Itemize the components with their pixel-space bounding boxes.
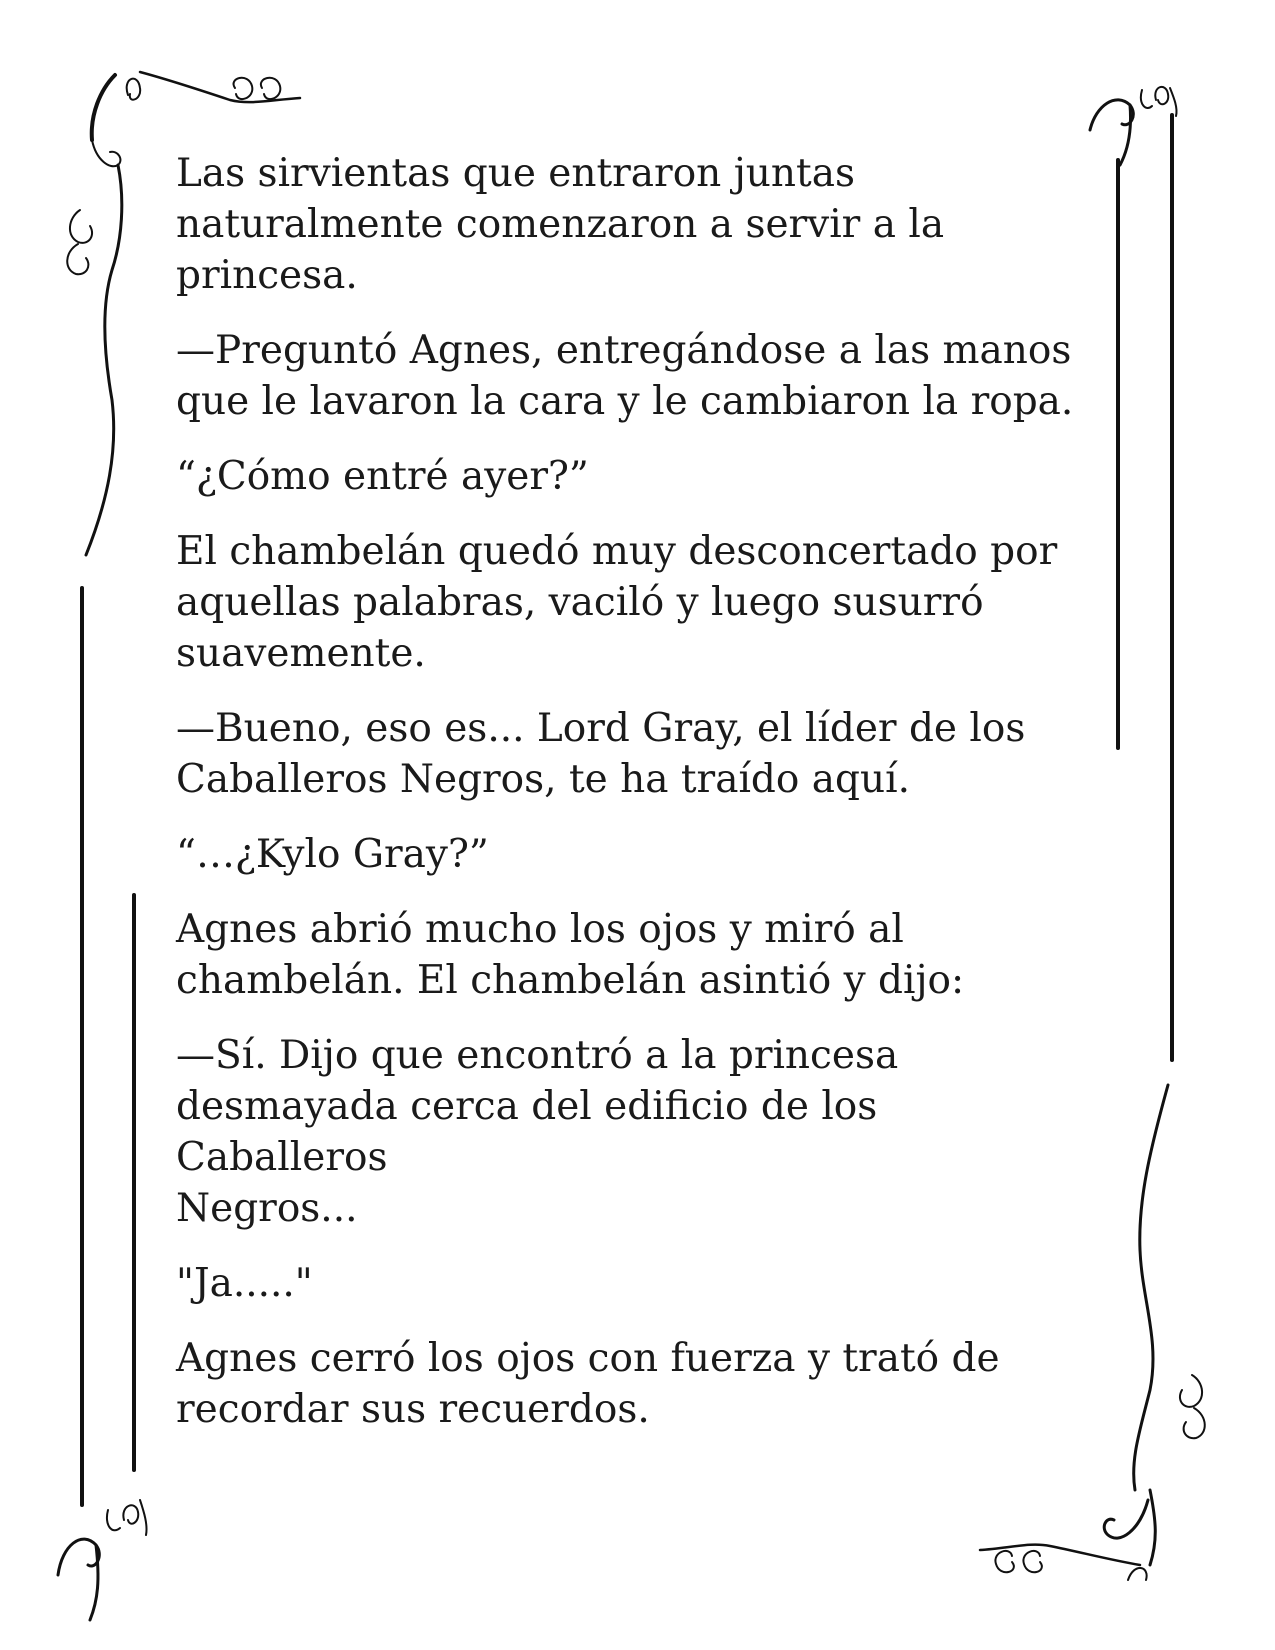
paragraph-9: "Ja....."	[176, 1261, 313, 1306]
paragraph-3: “¿Cómo entré ayer?”	[176, 454, 589, 499]
paragraph-1: Las sirvientas que entraron juntas naturalmente comenzaron a servir a la princesa.	[176, 151, 945, 298]
paragraph-10: Agnes cerró los ojos con fuerza y trató de recordar sus recuerdos.	[176, 1336, 1000, 1432]
bottom-left-flourish	[58, 1500, 147, 1620]
paragraph-5: —Bueno, eso es... Lord Gray, el líder de los Caballeros Negros, te ha traído aquí.	[176, 706, 1026, 802]
paragraph-7: Agnes abrió mucho los ojos y miró al chambelán. El chambelán asintió y dijo:	[176, 907, 965, 1003]
paragraph-2: —Preguntó Agnes, entregándose a las manos que le lavaron la cara y le cambiaron la ropa.	[176, 328, 1074, 424]
paragraph-6: “…¿Kylo Gray?”	[176, 832, 489, 877]
top-right-flourish	[1090, 87, 1177, 165]
paragraph-8: —Sí. Dijo que encontró a la princesa desmayada cerca del edificio de los Caballeros Negros...	[176, 1033, 899, 1231]
paragraph-4: El chambelán quedó muy desconcertado por aquellas palabras, vaciló y luego susurró suavemente.	[176, 529, 1058, 676]
story-text	[176, 148, 1076, 1459]
